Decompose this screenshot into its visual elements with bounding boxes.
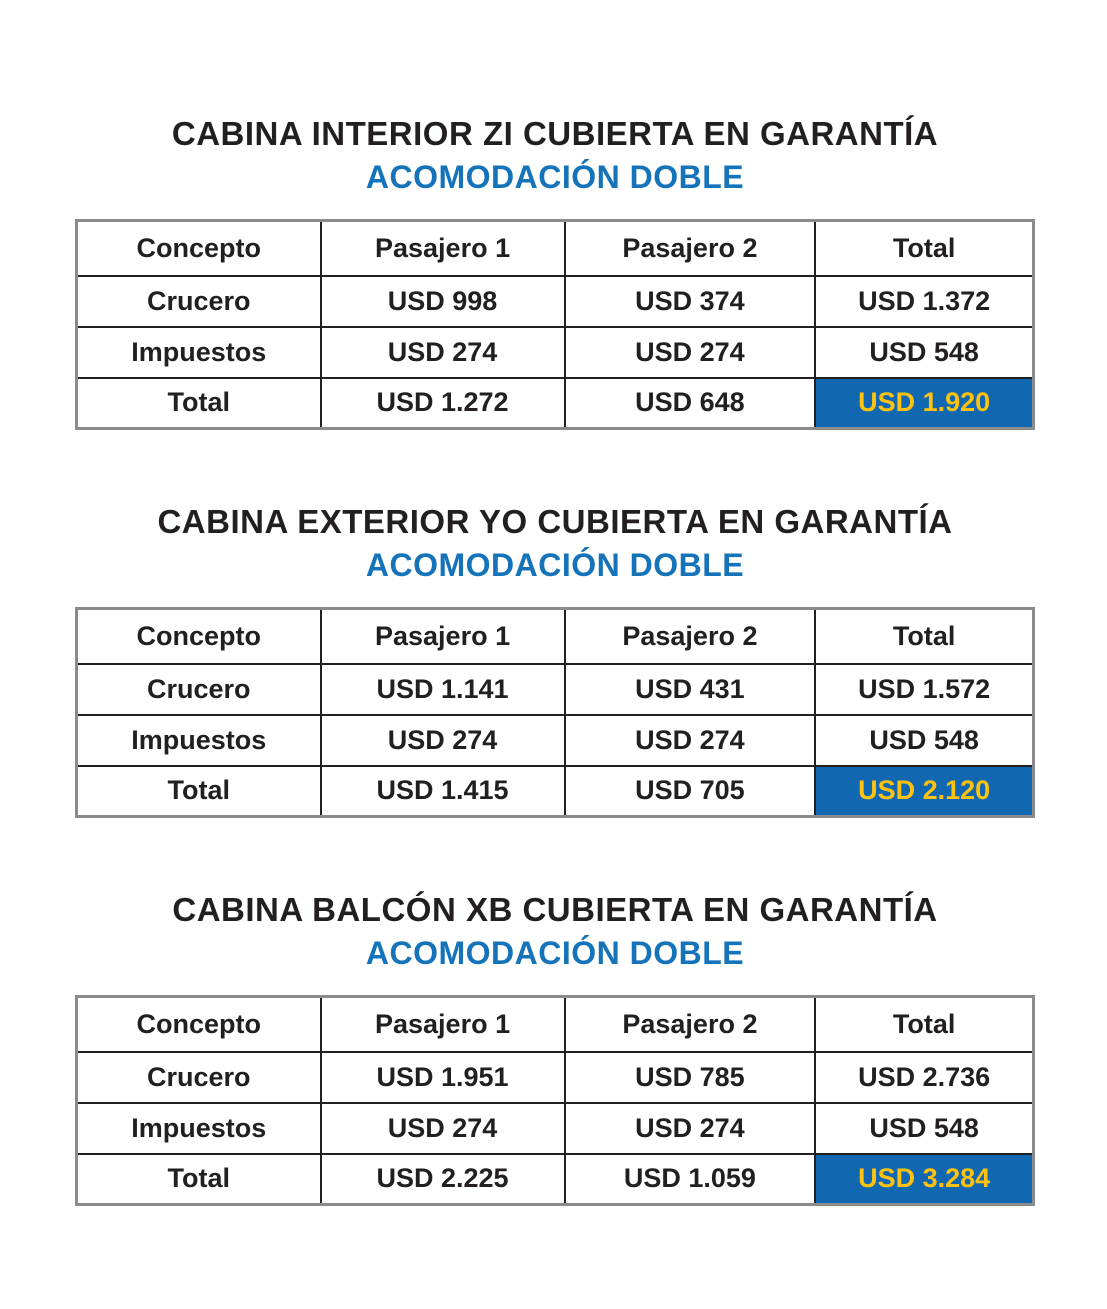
table-cell: USD 1.951 (321, 1052, 565, 1103)
table-cell: USD 1.572 (815, 664, 1033, 715)
table-row-total (77, 766, 1034, 817)
row-label: Crucero (77, 664, 321, 715)
table-row-impuestos (77, 327, 1034, 378)
table-row-impuestos (77, 1103, 1034, 1154)
table-cell: USD 274 (321, 1103, 565, 1154)
section-title: CABINA INTERIOR ZI CUBIERTA EN GARANTÍA (171, 115, 939, 152)
table-cell: USD 1.141 (321, 664, 565, 715)
table-cell: USD 548 (815, 1103, 1033, 1154)
row-label: Crucero (77, 1052, 321, 1103)
document-content (75, 0, 1035, 1206)
table-row-total (77, 1154, 1034, 1205)
section-subtitle: ACOMODACIÓN DOBLE (365, 547, 745, 583)
header-concepto: Concepto (77, 221, 321, 276)
total-highlight-cell: USD 2.120 (815, 766, 1033, 817)
section-title: CABINA BALCÓN XB CUBIERTA EN GARANTÍA (172, 891, 938, 928)
row-label: Impuestos (77, 715, 321, 766)
table-cell: USD 548 (815, 715, 1033, 766)
row-label: Crucero (77, 276, 321, 327)
table-row-total (77, 378, 1034, 429)
table-row-crucero (77, 664, 1034, 715)
table-cell: USD 374 (565, 276, 816, 327)
table-cell: USD 274 (321, 327, 565, 378)
total-highlight-cell: USD 3.284 (815, 1154, 1033, 1205)
price-table (75, 995, 1035, 1206)
header-pasajero-2: Pasajero 2 (565, 221, 816, 276)
price-table (75, 607, 1035, 818)
header-total: Total (815, 997, 1033, 1052)
table-cell: USD 1.372 (815, 276, 1033, 327)
table-cell: USD 2.225 (321, 1154, 565, 1205)
section-subtitle: ACOMODACIÓN DOBLE (365, 935, 745, 971)
table-cell: USD 274 (321, 715, 565, 766)
total-highlight-cell: USD 1.920 (815, 378, 1033, 429)
header-total: Total (815, 221, 1033, 276)
table-cell: USD 2.736 (815, 1052, 1033, 1103)
header-total: Total (815, 609, 1033, 664)
section-title: CABINA EXTERIOR YO CUBIERTA EN GARANTÍA (157, 503, 953, 540)
header-pasajero-1: Pasajero 1 (321, 221, 565, 276)
header-concepto: Concepto (77, 609, 321, 664)
row-label: Total (77, 1154, 321, 1205)
table-cell: USD 785 (565, 1052, 816, 1103)
header-pasajero-2: Pasajero 2 (565, 609, 816, 664)
section-cabina-interior (75, 0, 1035, 430)
table-header-row (77, 609, 1034, 664)
section-cabina-exterior (75, 430, 1035, 818)
table-row-impuestos (77, 715, 1034, 766)
table-cell: USD 431 (565, 664, 816, 715)
section-subtitle: ACOMODACIÓN DOBLE (365, 159, 745, 195)
row-label: Total (77, 766, 321, 817)
table-header-row (77, 997, 1034, 1052)
header-pasajero-1: Pasajero 1 (321, 609, 565, 664)
table-header-row (77, 221, 1034, 276)
header-concepto: Concepto (77, 997, 321, 1052)
row-label: Total (77, 378, 321, 429)
table-cell: USD 274 (565, 1103, 816, 1154)
table-cell: USD 648 (565, 378, 816, 429)
table-cell: USD 705 (565, 766, 816, 817)
section-cabina-balcon (75, 818, 1035, 1206)
table-cell: USD 1.059 (565, 1154, 816, 1205)
row-label: Impuestos (77, 327, 321, 378)
header-pasajero-1: Pasajero 1 (321, 997, 565, 1052)
price-table (75, 219, 1035, 430)
header-pasajero-2: Pasajero 2 (565, 997, 816, 1052)
table-cell: USD 1.415 (321, 766, 565, 817)
table-cell: USD 1.272 (321, 378, 565, 429)
table-cell: USD 274 (565, 327, 816, 378)
row-label: Impuestos (77, 1103, 321, 1154)
table-cell: USD 274 (565, 715, 816, 766)
table-cell: USD 548 (815, 327, 1033, 378)
table-row-crucero (77, 276, 1034, 327)
table-cell: USD 998 (321, 276, 565, 327)
table-row-crucero (77, 1052, 1034, 1103)
